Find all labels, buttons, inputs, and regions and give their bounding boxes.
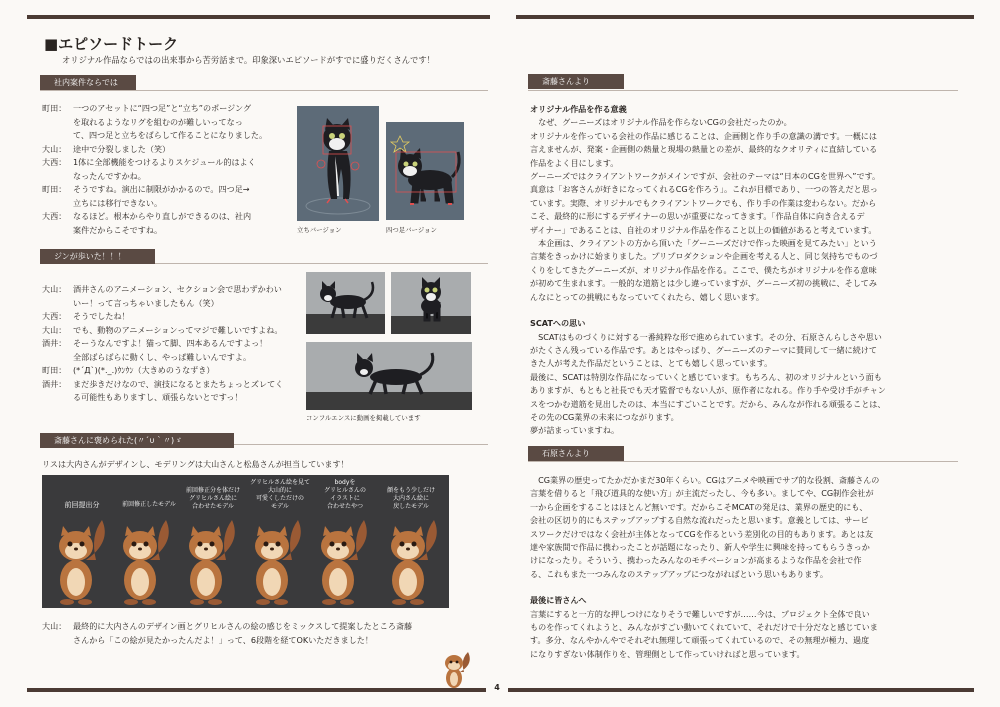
bottom-rule-left-a xyxy=(27,688,486,692)
walking-cat-side-image xyxy=(306,272,385,334)
left-title: ■エピソードトーク xyxy=(44,35,179,53)
top-rule-left xyxy=(27,15,490,19)
top-rule-right xyxy=(516,15,974,19)
stage-label-5: bodyを グリヒルさんの イラストに 合わせたやつ xyxy=(323,479,366,510)
dialog-in-house: 町田： 一つのアセットに“四つ足”と“立ち”のポージング を取れるようなリグを組むのが難しいってなっ て、四つ足と立ちをばらして作ることになりました。 大山： 途中で分裂しました（笑） 大西： 1体に全部機能をつけるよりスケジュール的はよく なったんですかね。 町田： そうですね。演出に制限がかかるので。四つ足→ 立ちには移行できない。 大西： なるほど。根本からやり直しができるのは、社内 案件だからこそですね。 xyxy=(42,103,268,235)
left-lead: オリジナル作品ならではの出来事から苦労話まで。印象深いエピソードがすでに盛りだくさんです！ xyxy=(62,55,435,65)
dialog-jin-walked: 大山： 酒井さんのアニメーション、セクション会で思わずかわい いー！って言っちゃいましたもん（笑） 大西： そうでしたね！ 大山： でも、動物のアニメーションってマジで難しいですよね。 酒井： そーうなんですよ！猫って脚、四本あるんですよっ！ 全部ばらばらに動くし、やっぱ難しいんですよ。 町田： (*´Д`)(*._.)ｳﾝｳﾝ（大きめのうなずき） 酒井： まだ歩きだけなので、演技になるとまたちょっとズレてく る可能性もありますし、頑張らないとですっ！ xyxy=(42,284,284,402)
section-label-ishihara: 石原さんより xyxy=(528,446,624,461)
caption-standing: 立ちバージョン xyxy=(297,226,342,234)
dialog-final: 大山： 最終的に大内さんのデザイン画とグリヒルさんの絵の感じをミックスして提案したところ斎藤 さんから「この絵が見たかったんだよ！」って、6段階を経てOKいただきました！ xyxy=(42,621,413,645)
stage-label-3: 前回修正分を体だけ グリヒルさん絵に 合わせたモデル xyxy=(185,487,240,510)
walking-cat-motion-image xyxy=(306,342,472,410)
bottom-rule-right xyxy=(508,688,974,692)
stage-label-6: 顔をもう少しだけ 大内さん絵に 戻したモデル xyxy=(386,487,435,510)
stage-label-1: 前回提出分 xyxy=(64,501,100,509)
caption-four-legged: 四つ足バージョン xyxy=(386,226,437,234)
section-label-praised: 斎藤さんに褒められた(〃´∪｀〃)ゞ xyxy=(40,433,234,448)
four-legged-cat-image xyxy=(386,122,464,220)
section-label-jin-walked: ジンが歩いた！！！ xyxy=(40,249,155,264)
stage-label-2: 前回修正したモデル xyxy=(122,501,176,508)
ishihara-text: CG業界の歴史ってたかだかまだ30年くらい。CGはアニメや映画でサブ的な役割、斎藤さんの 言葉を借りると「飛び道具的な使い方」が主流だったし、今も多い。ましてや、CG制作会社が 一から企画をすることはほとんど無いです。だからこそMCATの発足は、業界の歴史的にも、 会社の区切り的にもステップアップする自然な流れだったと思います。意義としては、サービ スワークだけではなく会社が主体となってCGを作るという差別化の目的もあります。あとは友 達や家族間で作品に携わったことが話題になったり、新人や学生に興味を持ってもらうきっか けになったり。そういう、携わったみんなのモチベーションが高まるような作品を会社で作 る、これもまた一つみんなのステップアップにつながればという思いもあります。 最後に皆さんへ 言葉にすると一方的な押しつけになりそうで難しいですが……今は、プロジェクト全体で良い ものを作ってくれようと、みんながすごい動いてくれていて、それだけで十分だなと感じていま す。多分、なんやかんやでそれぞれ無理して頑張ってくれているので、その無理が極力、過度 になりすぎない体制作りを、管理側として作っていければと思っています。 xyxy=(530,475,880,659)
caption-confluence: コンフルエンスに動画を掲載しています xyxy=(306,414,421,422)
walking-cat-front-image xyxy=(391,272,471,334)
squirrel-lead: リスは大内さんがデザインし、モデリングは大山さんと松島さんが担当しています！ xyxy=(42,459,349,469)
standing-cat-image xyxy=(297,106,379,221)
stage-label-4: グリヒルさん絵を見て 大山的に 可愛くしただけの モデル xyxy=(249,479,310,510)
page-number: 4 xyxy=(494,683,500,692)
section-label-saito: 斎藤さんより xyxy=(528,74,624,89)
section-label-in-house: 社内案件ならでは xyxy=(40,75,136,90)
saito-text: オリジナル作品を作る意義 なぜ、グーニーズはオリジナル作品を作らないCGの会社だったのか。 オリジナルを作っている会社の作品に感じることは、企画側と作り手の意識の溝です。一概には 言えませんが、発案・企画側の熱量と現場の熱量との差が、最終的なクオリティに直結している 作品をよく目にします。 グーニーズではクライアントワークがメインですが、会社のテーマは“日本のCGを世界へ”です。 真意は「お客さんが好きになってくれるCGを作ろう」。これが目標であり、一つの答えだと思っ ています。実際、オリジナルでもクライアントワークでも、作り手の作業は変わらない。だから こそ、最終的に形にするデザイナーの思いが重要になってきます。「作品自体に向き合えるデ ザイナー」であることは、自社のオリジナル作品を作ること以上の価値があると考えています。 本企画は、クライアントの方から頂いた「グーニーズだけで作った映画を見てみたい」という 言葉をきっかけに始まりました。プリプロダクションや企画を考える人と、同じ気持ちでものづ くりをしてきたグーニーズが、オリジナル作品を作る。ここで、僕たちがオリジナルを作る意味 が初めて生まれます。一般的な道筋とは少し違っていますが、グーニーズ初の挑戦に、そしてみ んなにとっての挑戦にもなっていてくれたら、嬉しく思います。 SCATへの思い SCATはものづくりに対する一番純粋な形で進められています。その分、石原さんらしさや思い がたくさん残っている作品です。あとはやっぱり、グーニーズのテーマに賛同して一緒に続けて きた人が考えた作品だということは、とても嬉しく思っています。 最後に、SCATは特別な作品になっていくと感じています。もちろん、初のオリジナルという面も ありますが、もともと社長でも天才監督でもない人が、原作者になれる。作り手や受け手がチャン スをつかむ道筋を見出したのは、本当にすごいことです。だから、みんなが作れる頑張ることは、 その先のCG業界の未来につながります。 夢が詰まっていますね。 xyxy=(530,104,886,436)
squirrel-mascot-icon xyxy=(440,650,472,690)
squirrel-lineup-image xyxy=(42,475,449,608)
